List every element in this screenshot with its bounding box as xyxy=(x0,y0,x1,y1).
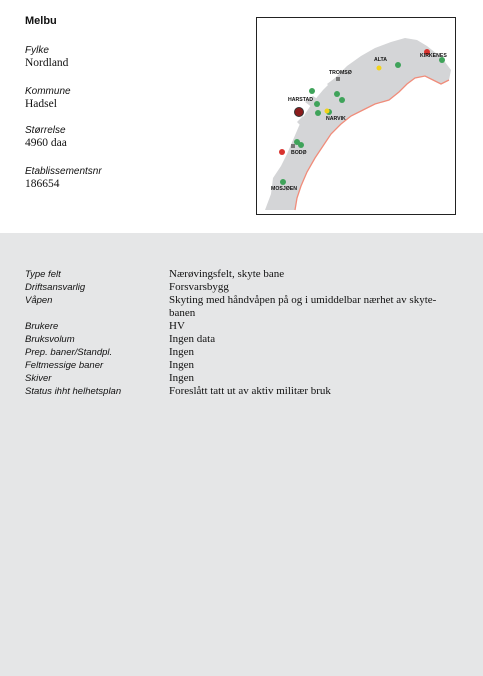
field-fylke xyxy=(25,45,68,69)
detail-value: HV xyxy=(169,320,185,332)
detail-value: Ingen data xyxy=(169,333,216,345)
label-bodo: BODØ xyxy=(291,150,307,156)
detail-row xyxy=(25,359,465,372)
label-harstad: HARSTAD xyxy=(288,97,313,103)
page-title: Melbu xyxy=(25,15,57,27)
field-etablissementsnr xyxy=(25,166,102,190)
field-value: 186654 xyxy=(25,178,60,190)
map-canvas xyxy=(257,18,456,215)
marker-tromso xyxy=(336,77,340,81)
field-label: Størrelse xyxy=(25,125,66,136)
field-label: Kommune xyxy=(25,86,71,97)
detail-label: Bruksvolum xyxy=(25,334,75,345)
header-section xyxy=(0,0,483,233)
marker-red xyxy=(279,149,285,155)
label-narvik: NARVIK xyxy=(326,116,346,122)
land-northern-norway xyxy=(265,38,451,210)
detail-value: Skyting med håndvåpen på og i umiddelbar nærhet av skyte-banen xyxy=(169,294,437,319)
detail-row xyxy=(25,385,465,398)
marker-green xyxy=(314,101,320,107)
label-kirkenes: KIRKENES xyxy=(420,53,447,59)
detail-value: Ingen xyxy=(169,359,195,371)
label-mosjoen: MOSJØEN xyxy=(271,186,297,192)
detail-row xyxy=(25,281,465,294)
detail-value: Nærøvingsfelt, skyte bane xyxy=(169,268,285,280)
marker-bodo xyxy=(291,144,295,148)
detail-row xyxy=(25,346,465,359)
detail-label: Driftsansvarlig xyxy=(25,282,86,293)
marker-green xyxy=(309,88,315,94)
marker-green xyxy=(280,179,286,185)
marker-yellow xyxy=(377,66,382,71)
detail-value: Ingen xyxy=(169,372,195,384)
detail-row xyxy=(25,333,465,346)
marker-green xyxy=(339,97,345,103)
field-kommune xyxy=(25,86,71,110)
detail-label: Prep. baner/Standpl. xyxy=(25,347,113,358)
field-label: Fylke xyxy=(25,45,49,56)
detail-label: Feltmessige baner xyxy=(25,360,104,371)
location-map xyxy=(256,17,456,215)
marker-green xyxy=(315,110,321,116)
field-value: Hadsel xyxy=(25,98,57,110)
field-label: Etablissementsnr xyxy=(25,166,102,177)
detail-label: Brukere xyxy=(25,321,59,332)
detail-value: Foreslått tatt ut av aktiv militær bruk xyxy=(169,385,331,397)
label-tromso: TROMSØ xyxy=(329,70,352,76)
field-value: Nordland xyxy=(25,57,69,69)
marker-green xyxy=(334,91,340,97)
detail-row xyxy=(25,320,465,333)
detail-label: Skiver xyxy=(25,373,52,384)
detail-label: Type felt xyxy=(25,269,61,280)
detail-row xyxy=(25,372,465,385)
marker-green xyxy=(395,62,401,68)
details-table xyxy=(25,268,465,398)
detail-label: Status ihht helhetsplan xyxy=(25,386,122,397)
detail-label: Våpen xyxy=(25,295,53,306)
detail-value: Forsvarsbygg xyxy=(169,281,229,293)
marker-green xyxy=(298,142,304,148)
label-alta: ALTA xyxy=(374,57,388,63)
detail-row xyxy=(25,268,465,281)
detail-row xyxy=(25,294,465,320)
field-value: 4960 daa xyxy=(25,137,67,149)
marker-selected xyxy=(295,108,304,117)
details-section xyxy=(0,233,483,676)
marker-yellow xyxy=(325,109,330,114)
field-storrelse xyxy=(25,125,67,149)
detail-value: Ingen xyxy=(169,346,195,358)
